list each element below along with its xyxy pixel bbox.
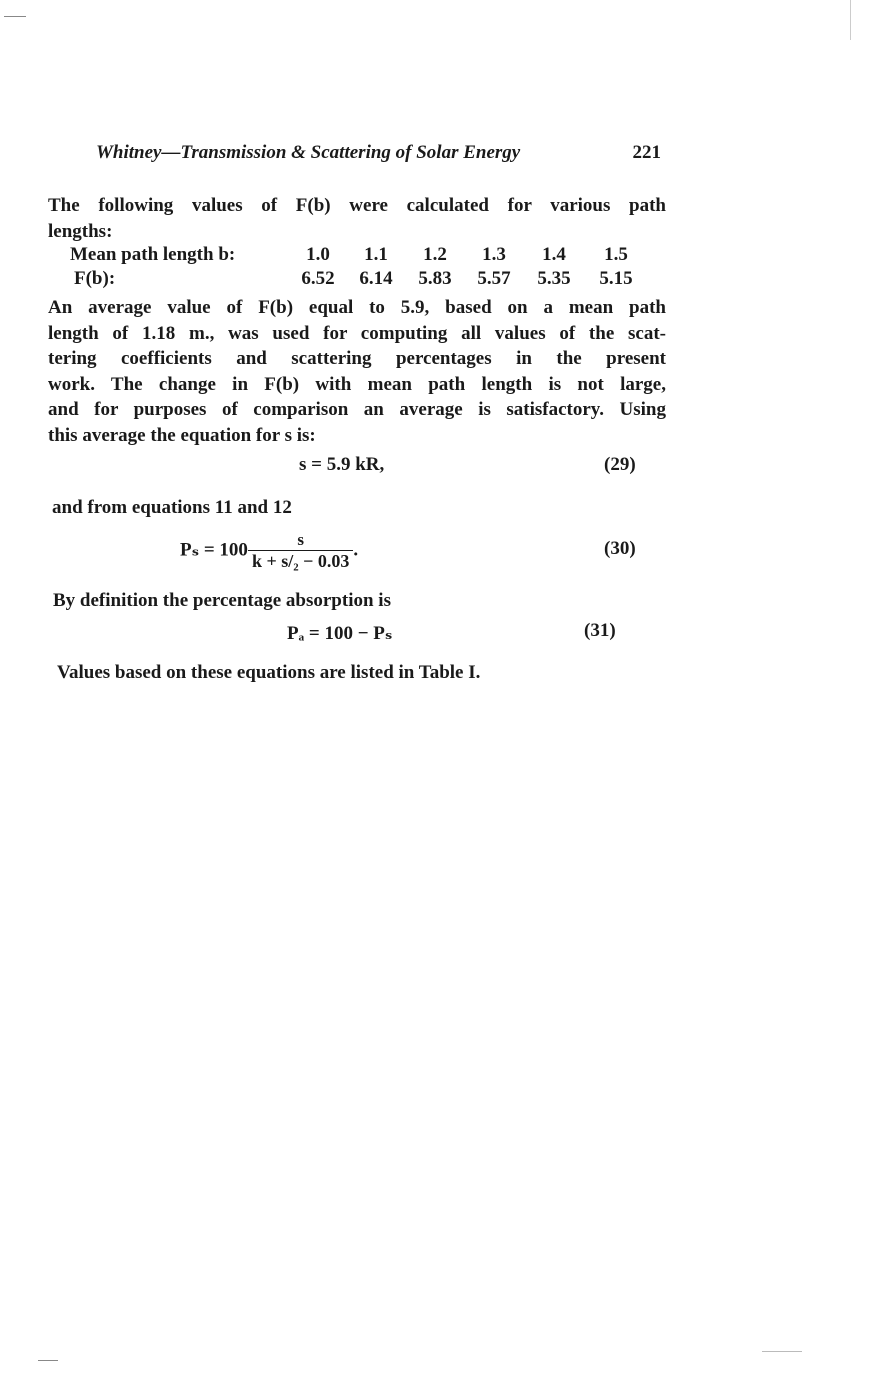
page-number: 221 bbox=[632, 142, 661, 163]
connector-text bbox=[52, 495, 670, 521]
table-cell: 5.35 bbox=[537, 268, 571, 289]
text-line: The following values of F(b) were calculated for various path bbox=[48, 195, 666, 216]
scan-mark bbox=[762, 1351, 802, 1352]
text-line: An average value of F(b) equal to 5.9, based on a mean path bbox=[48, 297, 666, 318]
closing-text bbox=[57, 660, 675, 686]
fraction bbox=[248, 530, 353, 572]
text-line: tering coefficients and scattering percentages in the present bbox=[48, 348, 666, 369]
intro-paragraph bbox=[48, 193, 666, 244]
equation-number: (30) bbox=[604, 538, 636, 559]
fraction-denominator: k + s/₂ − 0.03 bbox=[248, 550, 353, 572]
text-line: and from equations 11 and 12 bbox=[52, 497, 292, 518]
text-line: lengths: bbox=[48, 220, 113, 242]
text-line: length of 1.18 m., was used for computing all values of the scat- bbox=[48, 322, 666, 344]
table-cell: 5.15 bbox=[599, 268, 633, 289]
row-label: Mean path length b: bbox=[70, 244, 236, 265]
text-line: this average the equation for s is: bbox=[48, 424, 316, 446]
text-line: work. The change in F(b) with mean path length is not large, bbox=[48, 373, 666, 395]
table-cell: 5.57 bbox=[477, 268, 511, 289]
equation-29: s = 5.9 kR, bbox=[299, 454, 385, 475]
row-label: F(b): bbox=[74, 268, 116, 289]
scan-mark bbox=[4, 16, 26, 17]
body-paragraph bbox=[48, 295, 666, 448]
scan-mark bbox=[38, 1360, 58, 1361]
table-cell: 6.52 bbox=[301, 268, 335, 289]
running-title: Whitney—Transmission & Scattering of Solar Energy bbox=[96, 142, 521, 163]
equation-lhs: Pₛ = 100 bbox=[180, 539, 248, 561]
definition-text bbox=[53, 588, 671, 614]
scan-mark bbox=[850, 0, 851, 40]
equation-trailing-dot: . bbox=[353, 539, 359, 561]
table-cell: 1.1 bbox=[364, 244, 388, 265]
table-cell: 5.83 bbox=[418, 268, 452, 289]
table-cell: 1.3 bbox=[482, 244, 506, 265]
text-line: Values based on these equations are listed in Table I. bbox=[57, 662, 481, 683]
running-header bbox=[96, 142, 661, 164]
text-line: and for purposes of comparison an average is satisfactory. Using bbox=[48, 399, 666, 420]
table-cell: 1.5 bbox=[604, 244, 628, 265]
equation-30 bbox=[180, 530, 358, 572]
fraction-numerator: s bbox=[297, 530, 304, 549]
table-cell: 1.4 bbox=[542, 244, 566, 265]
text-line: By definition the percentage absorption is bbox=[53, 590, 391, 611]
equation-number: (29) bbox=[604, 454, 636, 475]
table-cell: 6.14 bbox=[359, 268, 393, 289]
table-cell: 1.0 bbox=[306, 244, 330, 265]
table-cell: 1.2 bbox=[423, 244, 447, 265]
equation-number: (31) bbox=[584, 620, 616, 641]
equation-31: Pₐ = 100 − Pₛ bbox=[287, 623, 393, 644]
